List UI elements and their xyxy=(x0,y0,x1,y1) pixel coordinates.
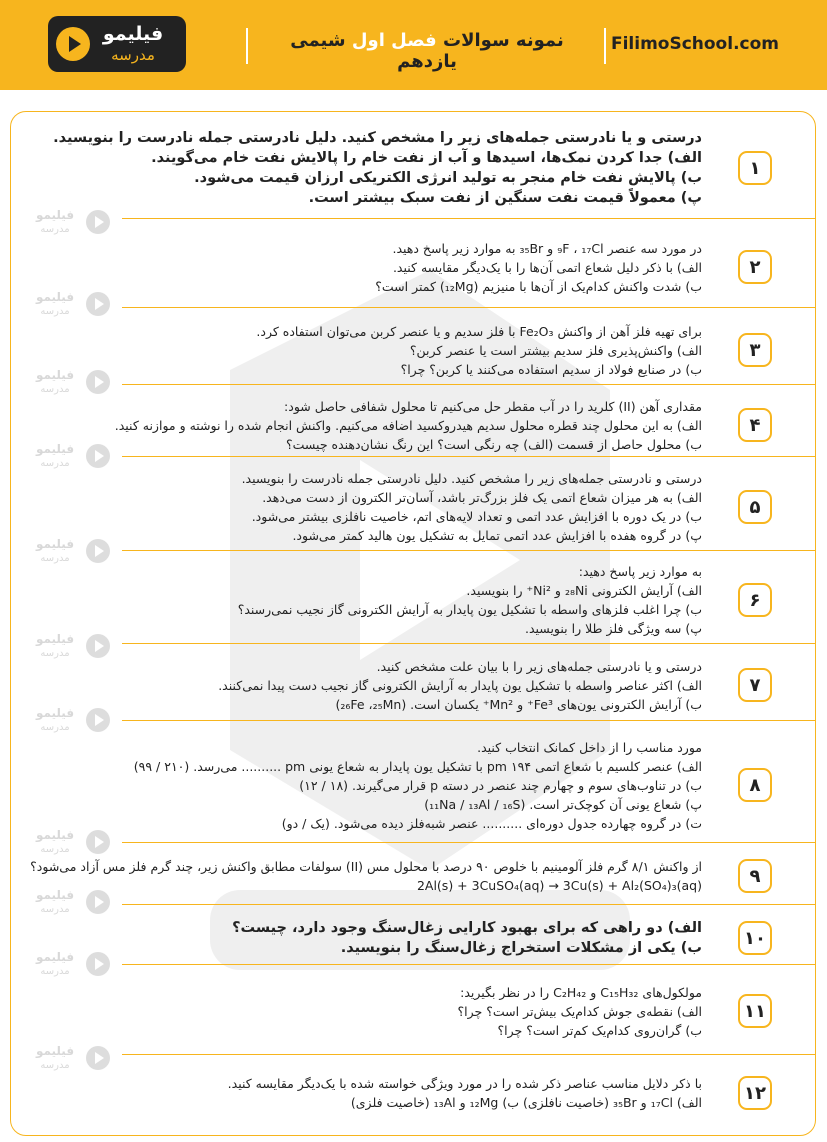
side-watermark-logo xyxy=(28,440,110,474)
question-line: الف) جدا کردن نمک‌ها، اسیدها و آب از نفت خام را پالایش نفت خام می‌گویند. xyxy=(151,150,702,166)
question-line: برای تهیه فلز آهن از واکنش Fe₂O₃ با فلز سدیم و یا عنصر کربن می‌توان استفاده کرد. xyxy=(256,323,702,339)
question-line: مورد مناسب را از داخل کمانک انتخاب کنید. xyxy=(477,739,702,755)
question-line: ب) پالایش نفت خام منجر به تولید انرژی الکتریکی ارزان قیمت می‌شود. xyxy=(194,170,702,186)
question-item xyxy=(122,728,816,842)
question-text xyxy=(130,322,702,379)
side-watermark-logo xyxy=(28,1042,110,1076)
question-line: ب) چرا اغلب فلزهای واسطه با تشکیل یون پایدار به آرایش الکترونی گاز نجیب نمی‌رسند؟ xyxy=(237,602,702,617)
question-line: با ذکر دلایل مناسب عناصر ذکر شده را در مورد ویژگی خواسته شده با یک‌دیگر مقایسه کنید. xyxy=(227,1076,702,1091)
question-line: الف) نقطه‌ی جوش کدام‌یک بیش‌تر است؟ چرا؟ xyxy=(457,1003,702,1019)
play-icon xyxy=(86,292,110,316)
logo-line1: فیلیمو xyxy=(102,23,164,45)
side-logo-line2: مدرسه xyxy=(40,458,70,469)
question-number: ۱ xyxy=(738,151,772,185)
divider xyxy=(604,28,606,64)
side-logo-line2: مدرسه xyxy=(40,844,70,855)
question-line: ب) محلول حاصل از قسمت (الف) چه رنگی است؟ این رنگ نشان‌دهنده چیست؟ xyxy=(285,436,702,452)
side-watermark-logo xyxy=(28,288,110,322)
question-line: درستی و یا نادرستی جمله‌های زیر را با بیان علت مشخص کنید. xyxy=(376,658,702,674)
question-line: الف) عنصر کلسیم با شعاع اتمی ۱۹۴ pm با تشکیل یون پایدار به شعاع یونی pm .......... می‌رسد. (۲۱۰ / ۹۹) xyxy=(133,758,702,774)
question-number: ۶ xyxy=(738,583,772,617)
question-divider xyxy=(122,720,816,721)
question-item xyxy=(122,463,816,551)
question-text xyxy=(130,657,702,714)
side-watermark-logo xyxy=(28,948,110,982)
play-icon xyxy=(86,370,110,394)
question-number: ۹ xyxy=(738,859,772,893)
site-url[interactable]: FilimoSchool.com xyxy=(610,34,779,54)
question-number: ۷ xyxy=(738,668,772,702)
question-item xyxy=(122,315,816,385)
question-line: الف) دو راهی که برای بهبود کارایی زغال‌سنگ وجود دارد، چیست؟ xyxy=(232,920,702,936)
play-icon xyxy=(86,890,110,914)
question-number: ۱۰ xyxy=(738,921,772,955)
question-line: پ) شعاع یونی آن کوچک‌تر است. (₁₁Na / ₁₃Al / ₁₆S) xyxy=(424,796,702,812)
title-accent: فصل اول xyxy=(351,30,437,51)
play-icon xyxy=(56,27,90,61)
side-watermark-logo xyxy=(28,704,110,738)
question-line: الف) ₁₇Cl و ₃₅Br (خاصیت نافلزی) ب) ₁₂Mg و ₁₃Al (خاصیت فلزی) xyxy=(350,1095,702,1110)
title-suffix: شیمی یازدهم xyxy=(290,30,457,72)
question-line: پ) سه ویژگی فلز طلا را بنویسید. xyxy=(524,621,702,636)
question-line: ب) شدت واکنش کدام‌یک از آن‌ها با منیزیم (₁₂Mg) کمتر است؟ xyxy=(375,278,702,294)
title-prefix: نمونه سوالات xyxy=(443,30,564,51)
side-logo-line2: مدرسه xyxy=(40,384,70,395)
side-logo-line1: فیلیمو xyxy=(35,368,75,382)
question-text xyxy=(130,738,702,833)
header-bar xyxy=(0,0,827,90)
page-title xyxy=(262,30,592,72)
question-line: مقداری آهن (II) کلرید را در آب مقطر حل می‌کنیم تا محلول شفافی حاصل شود: xyxy=(284,398,702,414)
question-text xyxy=(130,239,702,296)
question-line: پ) معمولاً قیمت نفت سنگین از نفت سبک بیشتر است. xyxy=(308,190,702,206)
question-divider xyxy=(122,842,816,843)
question-line: الف) اکثر عناصر واسطه با تشکیل یون پایدار به آرایش الکترونی گاز نجیب دست پیدا نمی‌کنند. xyxy=(218,677,702,693)
side-logo-line1: فیلیمو xyxy=(35,1044,75,1058)
question-line: ب) در تناوب‌های سوم و چهارم چند عنصر در دسته p قرار می‌گیرند. (۱۸ / ۱۲) xyxy=(299,777,702,793)
question-line: درستی و نادرستی جمله‌های زیر را مشخص کنید. دلیل نادرستی جمله نادرست را بنویسید. xyxy=(241,471,702,486)
question-text xyxy=(130,469,702,545)
play-icon xyxy=(86,1046,110,1070)
question-line: در مورد سه عنصر ₉F ، ₁₇Cl و ₃₅Br به موارد زیر پاسخ دهید. xyxy=(392,240,702,256)
side-logo-line2: مدرسه xyxy=(40,904,70,915)
side-logo-line2: مدرسه xyxy=(40,553,70,564)
question-line: 2Al(s) + 3CuSO₄(aq) → 3Cu(s) + Al₂(SO₄)₃(aq) xyxy=(416,878,702,893)
play-icon xyxy=(86,952,110,976)
divider xyxy=(246,28,248,64)
play-icon xyxy=(86,708,110,732)
question-line: الف) به هر میزان شعاع اتمی یک فلز بزرگ‌تر باشد، آسان‌تر الکترون از دست می‌دهد. xyxy=(262,490,702,505)
question-number: ۱۱ xyxy=(738,994,772,1028)
side-watermark-logo xyxy=(28,630,110,664)
question-line: الف) با ذکر دلیل شعاع اتمی آن‌ها را با یک‌دیگر مقایسه کنید. xyxy=(392,259,702,275)
question-line: الف) واکنش‌پذیری فلز سدیم بیشتر است یا عنصر کربن؟ xyxy=(409,342,702,358)
question-divider xyxy=(122,218,816,219)
question-text xyxy=(53,128,702,208)
play-icon xyxy=(86,444,110,468)
question-item xyxy=(122,650,816,720)
side-logo-line1: فیلیمو xyxy=(35,828,75,842)
side-logo-line2: مدرسه xyxy=(40,648,70,659)
logo-line2: مدرسه xyxy=(111,46,155,64)
question-line: ب) در یک دوره با افزایش عدد اتمی و تعداد لایه‌های اتم، خاصیت نافلزی بیشتر می‌شود. xyxy=(251,509,702,524)
question-line: ت) در گروه چهارده جدول دوره‌ای .......... عنصر شبه‌فلز دیده می‌شود. (یک / دو) xyxy=(281,815,702,831)
side-logo-line2: مدرسه xyxy=(40,722,70,733)
side-logo-line1: فیلیمو xyxy=(35,950,75,964)
question-item xyxy=(122,911,816,965)
question-number: ۲ xyxy=(738,250,772,284)
side-logo-line1: فیلیمو xyxy=(35,290,75,304)
side-watermark-logo xyxy=(28,535,110,569)
side-logo-line1: فیلیمو xyxy=(35,706,75,720)
question-number: ۸ xyxy=(738,768,772,802)
question-line: درستی و یا نادرستی جمله‌های زیر را مشخص کنید. دلیل نادرستی جمله نادرست را بنویسید. xyxy=(53,130,702,146)
question-number: ۴ xyxy=(738,408,772,442)
question-line: الف) به این محلول چند قطره محلول سدیم هیدروکسید اضافه می‌کنیم. واکنش انجام شده را نوشته و موازنه کنید. xyxy=(114,417,702,433)
question-divider xyxy=(122,904,816,905)
side-logo-line2: مدرسه xyxy=(40,1060,70,1071)
side-logo-line1: فیلیمو xyxy=(35,537,75,551)
question-line: به موارد زیر پاسخ دهید: xyxy=(578,564,702,579)
question-item xyxy=(122,972,816,1050)
side-logo-line2: مدرسه xyxy=(40,306,70,317)
question-line: پ) در گروه هفده با افزایش عدد اتمی تمایل به تشکیل یون هالید کمتر می‌شود. xyxy=(292,528,702,543)
side-watermark-logo xyxy=(28,206,110,240)
side-watermark-logo xyxy=(28,826,110,860)
side-logo-line2: مدرسه xyxy=(40,966,70,977)
question-text xyxy=(130,983,702,1040)
question-line: از واکنش ۸/۱ گرم فلز آلومینیم با خلوص ۹۰ درصد با محلول مس (II) سولفات مطابق واکنش زیر، چند گرم فلز مس آزاد می‌شود؟ xyxy=(30,859,702,874)
question-number: ۳ xyxy=(738,333,772,367)
play-icon xyxy=(86,210,110,234)
side-logo-line2: مدرسه xyxy=(40,224,70,235)
question-number: ۱۲ xyxy=(738,1076,772,1110)
question-item xyxy=(122,558,816,642)
question-item xyxy=(53,120,816,216)
side-logo-line1: فیلیمو xyxy=(35,632,75,646)
question-divider xyxy=(122,643,816,644)
question-line: مولکول‌های C₁₅H₃₂ و C₂H₄₂ را در نظر بگیرید: xyxy=(460,984,702,1000)
question-item xyxy=(122,1062,816,1124)
side-logo-line1: فیلیمو xyxy=(35,208,75,222)
filimo-school-logo[interactable] xyxy=(48,16,186,72)
side-logo-line1: فیلیمو xyxy=(35,888,75,902)
side-logo-line1: فیلیمو xyxy=(35,442,75,456)
question-line: ب) یکی از مشکلات استخراج زغال‌سنگ را بنویسید. xyxy=(340,940,702,956)
play-icon xyxy=(86,830,110,854)
question-item xyxy=(114,393,816,457)
play-icon xyxy=(86,634,110,658)
question-line: ب) گران‌روی کدام‌یک کم‌تر است؟ چرا؟ xyxy=(497,1022,702,1038)
side-watermark-logo xyxy=(28,366,110,400)
question-line: ب) آرایش الکترونی یون‌های Fe³⁺ و Mn²⁺ یکسان است. (₂₆Fe ،₂₅Mn) xyxy=(335,696,702,712)
question-text xyxy=(114,397,702,454)
question-text xyxy=(130,918,702,958)
question-line: الف) آرایش الکترونی ₂₈Ni و Ni²⁺ را بنویسید. xyxy=(466,583,702,598)
question-number: ۵ xyxy=(738,490,772,524)
question-divider xyxy=(122,1054,816,1055)
question-item xyxy=(122,226,816,308)
question-text xyxy=(130,1074,702,1112)
play-icon xyxy=(86,539,110,563)
question-text xyxy=(130,562,702,638)
question-line: ب) در صنایع فولاد از سدیم استفاده می‌کنند یا کربن؟ چرا؟ xyxy=(400,361,702,377)
side-watermark-logo xyxy=(28,886,110,920)
